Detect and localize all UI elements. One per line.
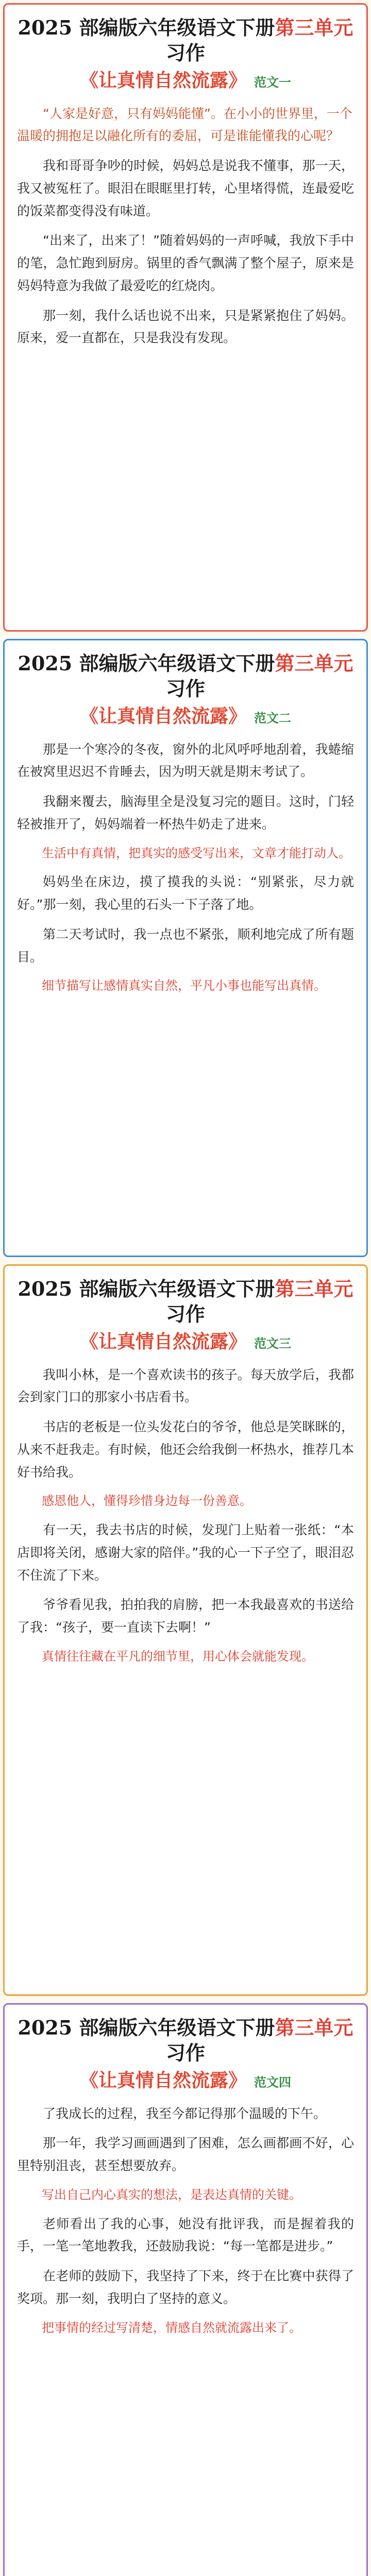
essay-tag: 范文三 — [254, 1336, 291, 1351]
essay-title: 《让真情自然流露》 — [79, 705, 247, 727]
paragraph: 那是一个寒冷的冬夜，窗外的北风呼呼地刮着，我蜷缩在被窝里迟迟不肯睡去，因为明天就是期末考试了。 — [17, 741, 354, 779]
title-block-3 — [17, 1276, 354, 1354]
paragraph: 在老师的鼓励下，我坚持了下来，终于在比赛中获得了奖项。那一刻，我明白了坚持的意义。 — [17, 2268, 354, 2306]
title-block-1 — [17, 15, 354, 93]
paragraph: 老师看出了我的心事，她没有批评我，而是握着我的手，一笔一笔地教我，还鼓励我说：“每一笔都是进步。” — [17, 2216, 354, 2254]
paragraph: 有一天，我去书店的时候，发现门上贴着一张纸：“本店即将关闭，感谢大家的陪伴。”我的心一下子空了，眼泪忍不住流了下来。 — [17, 1522, 354, 1583]
essay-title: 《让真情自然流露》 — [79, 70, 247, 91]
essay-card-3 — [3, 1264, 368, 1996]
essay-card-2 — [3, 639, 368, 1257]
paragraph: 了我成长的过程，我至今都记得那个温暖的下午。 — [43, 2106, 327, 2121]
essay-card-4 — [3, 2003, 368, 2576]
series-title: 2025 部编版六年级语文下册第三单元习作 — [18, 16, 353, 65]
comment-note: 写出自己内心真实的想法，是表达真情的关键。 — [42, 2187, 301, 2202]
paragraph: 我叫小林，是一个喜欢读书的孩子。每天放学后，我都会到家门口的那家小书店看书。 — [17, 1367, 354, 1405]
paragraph: 书店的老板是一位头发花白的爷爷，他总是笑眯眯的，从来不赶我走。有时候，他还会给我倒一杯热水，推荐几本好书给我。 — [17, 1419, 354, 1480]
essay-card-1 — [3, 3, 368, 632]
essay-tag: 范文一 — [254, 75, 291, 90]
paragraph: 我和哥哥争吵的时候，妈妈总是说我不懂事，那一天，我又被冤枉了。眼泪在眼眶里打转，心里堵得慌，连最爱吃的饭菜都变得没有味道。 — [17, 158, 354, 218]
comment-note: 细节描写让感情真实自然，平凡小事也能写出真情。 — [42, 978, 326, 993]
series-title: 2025 部编版六年级语文下册第三单元习作 — [18, 1277, 353, 1326]
paragraph: 那一刻，我什么话也说不出来，只是紧紧抱住了妈妈。原来，爱一直都在，只是我没有发现。 — [17, 308, 354, 346]
paragraph: 妈妈坐在床边，摸了摸我的头说：“别紧张，尽力就好。”那一刻，我心里的石头一下子落了地。 — [17, 874, 354, 912]
paragraph: “出来了，出来了！”随着妈妈的一声呼喊，我放下手中的笔，急忙跑到厨房。锅里的香气飘满了整个屋子，原来是妈妈特意为我做了最爱吃的红烧肉。 — [17, 233, 354, 293]
comment-note: 感恩他人，懂得珍惜身边每一份善意。 — [42, 1494, 252, 1509]
comment-note: 生活中有真情，把真实的感受写出来，文章才能打动人。 — [42, 845, 351, 860]
essay-title: 《让真情自然流露》 — [79, 2070, 247, 2091]
title-block-2 — [17, 651, 354, 729]
series-title: 2025 部编版六年级语文下册第三单元习作 — [18, 2016, 353, 2065]
series-title: 2025 部编版六年级语文下册第三单元习作 — [18, 652, 353, 701]
comment-note: 把事情的经过写清楚，情感自然就流露出来了。 — [42, 2320, 301, 2335]
essay-tag: 范文二 — [254, 710, 291, 725]
title-block-4 — [17, 2015, 354, 2093]
paragraph: 那一年，我学习画画遇到了困难，怎么画都画不好，心里特别沮丧，甚至想要放弃。 — [17, 2136, 354, 2174]
essay-tag: 范文四 — [254, 2075, 291, 2090]
paragraph: 爷爷看见我，拍拍我的肩膀，把一本我最喜欢的书送给了我：“孩子，要一直读下去啊！” — [17, 1597, 354, 1635]
paragraph: 我翻来覆去，脑海里全是没复习完的题目。这时，门轻轻被推开了，妈妈端着一杯热牛奶走了进来。 — [17, 794, 354, 832]
paragraph: 第二天考试时，我一点也不紧张，顺利地完成了所有题目。 — [17, 926, 354, 964]
paragraph: “人家是好意，只有妈妈能懂”。在小小的世界里，一个温暖的拥抱足以融化所有的委屈，可是谁能懂我的心呢？ — [17, 106, 352, 144]
comment-note: 真情往往藏在平凡的细节里，用心体会就能发现。 — [42, 1649, 314, 1664]
essay-title: 《让真情自然流露》 — [79, 1331, 247, 1352]
